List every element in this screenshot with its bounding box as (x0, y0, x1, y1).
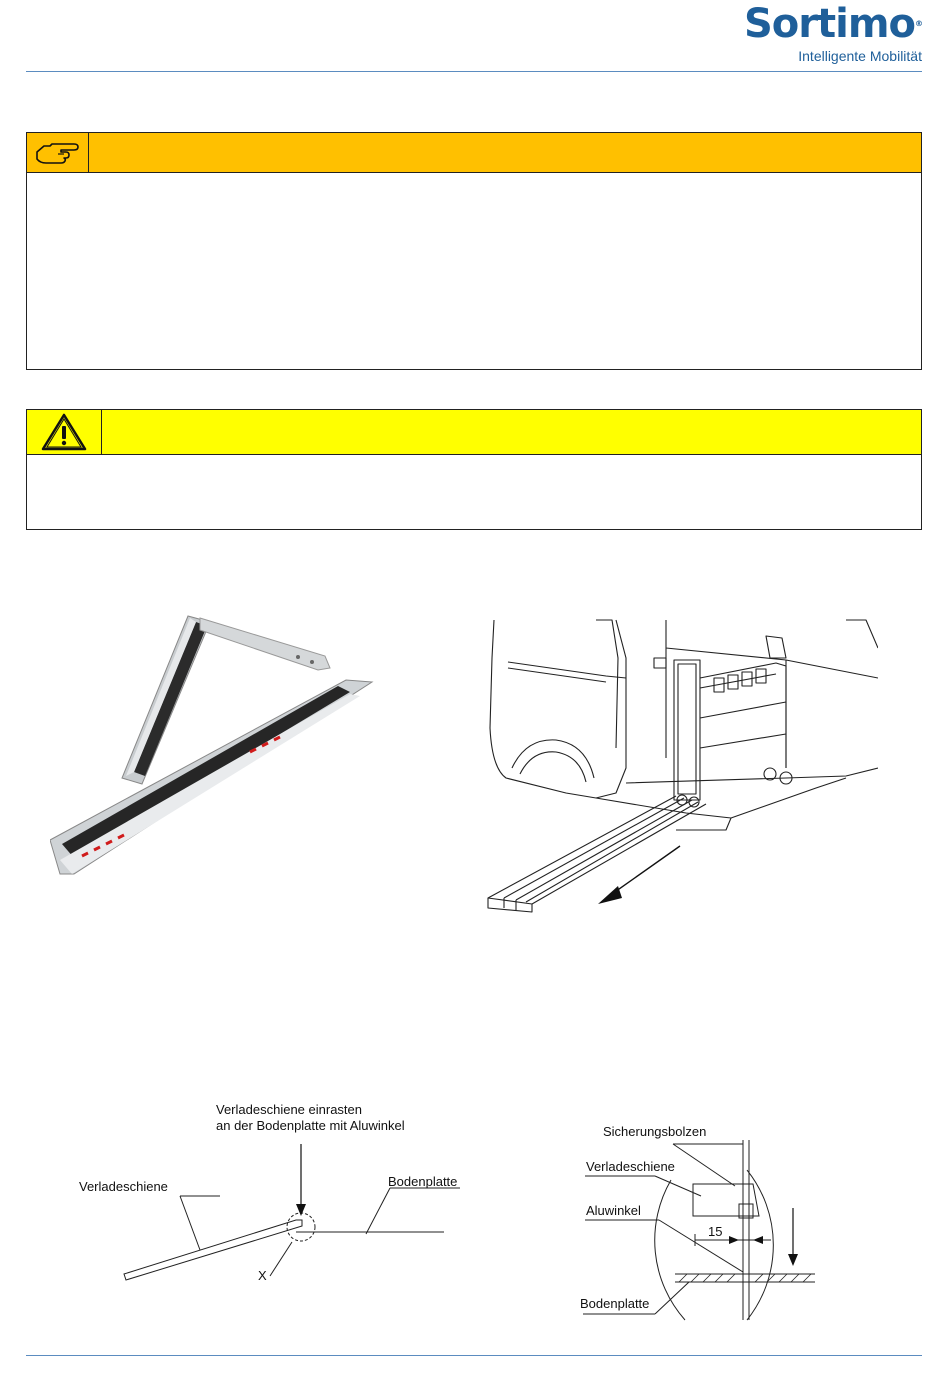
rail-detail-label: Verladeschiene (586, 1159, 675, 1174)
detail-label: X (258, 1268, 267, 1283)
pointing-hand-icon (27, 133, 89, 172)
brand-logo (742, 1, 922, 70)
notice-box (26, 132, 922, 370)
direction-arrow-icon (598, 846, 680, 904)
warning-triangle-icon (27, 410, 102, 454)
brand-tagline: Intelligente Mobilität (798, 48, 922, 64)
rail-label: Verladeschiene (79, 1179, 168, 1194)
vehicle-ramp-drawing (486, 618, 878, 913)
header-rule (26, 71, 922, 72)
loading-rail-photo (50, 612, 380, 882)
floor-detail-label: Bodenplatte (580, 1296, 650, 1311)
notice-box-header (27, 133, 921, 173)
warning-box (26, 409, 922, 530)
dimension-label: 15 (708, 1224, 723, 1239)
brand-name: Sortimo® (743, 1, 922, 47)
angle-label: Aluwinkel (586, 1203, 641, 1218)
warning-box-header (27, 410, 921, 455)
footer-rule (26, 1355, 922, 1356)
bolt-label: Sicherungsbolzen (603, 1124, 707, 1139)
floor-label: Bodenplatte (388, 1174, 458, 1189)
callout-label: Verladeschiene einrasten an der Bodenplatte mit Aluwinkel (216, 1102, 405, 1133)
